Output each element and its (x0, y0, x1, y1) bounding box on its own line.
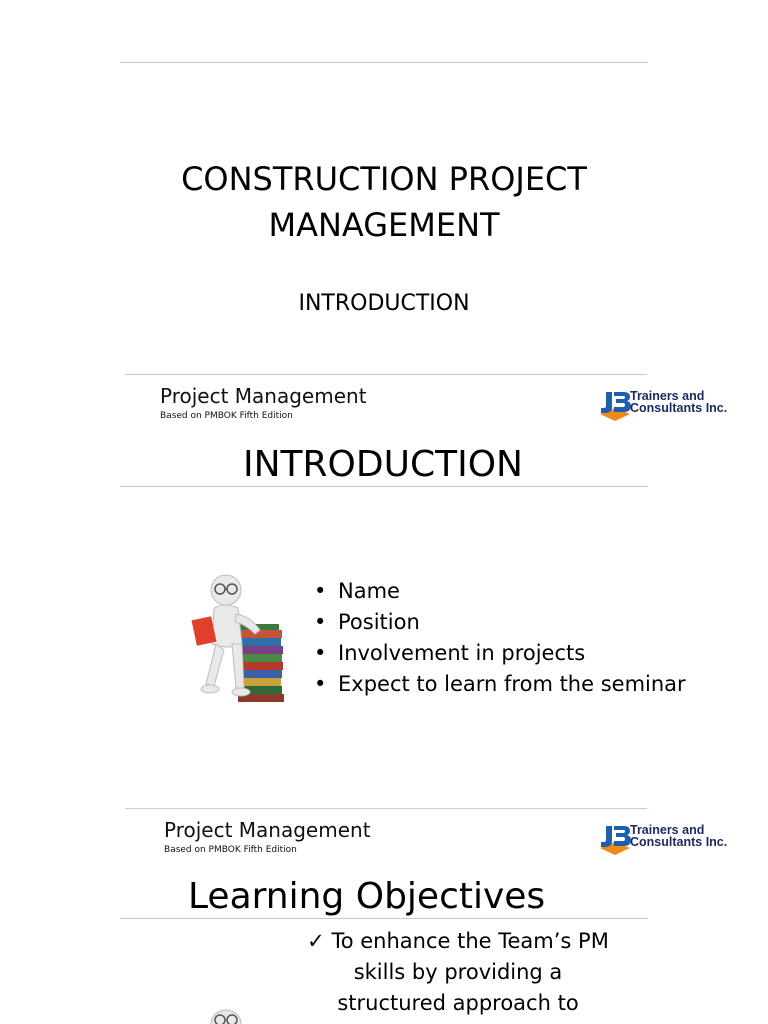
slide2-header-title: Project Management (160, 384, 367, 408)
logo-mark-icon (598, 388, 632, 422)
bullet-dot: • (314, 579, 327, 603)
slide2-header-subtitle: Based on PMBOK Fifth Edition (160, 411, 293, 421)
slide1-top-rule (120, 62, 648, 63)
logo-text (630, 824, 727, 848)
bullet-item (310, 607, 686, 638)
person-with-books-illustration (186, 572, 296, 710)
person-head-partial-illustration (206, 1008, 246, 1024)
logo-text-line2: Consultants Inc. (630, 835, 728, 849)
bullet-text: Position (338, 610, 420, 634)
slide3-company-logo (598, 822, 748, 856)
slide1-title (120, 156, 648, 248)
objective-line: structured approach to (337, 991, 579, 1015)
red-book (192, 616, 217, 646)
slide1-title-line2: MANAGEMENT (268, 206, 500, 244)
logo-mark-icon (598, 822, 632, 856)
logo-text-line2: Consultants Inc. (630, 401, 728, 415)
logo-text-line1: Trainers and (630, 389, 705, 403)
checkmark-icon: ✓ (307, 929, 325, 953)
bullet-dot: • (314, 641, 327, 665)
bullet-item (310, 576, 686, 607)
bullet-text: Involvement in projects (338, 641, 586, 665)
slide3-header-subtitle: Based on PMBOK Fifth Edition (164, 845, 297, 855)
slide2-heading-rule (120, 486, 648, 487)
slide3-heading: Learning Objectives (188, 876, 546, 917)
slide3-objective (298, 926, 618, 1019)
bullet-dot: • (314, 610, 327, 634)
objective-line (298, 926, 618, 957)
slide2-bottom-rule (125, 808, 647, 809)
slide1-bottom-rule (125, 374, 647, 375)
bullet-item (310, 669, 686, 700)
logo-text-line1: Trainers and (630, 823, 705, 837)
slide1-title-line1: CONSTRUCTION PROJECT (181, 160, 587, 198)
slide3-heading-rule (120, 918, 648, 919)
objective-line: skills by providing a (353, 960, 563, 984)
objective-text: To enhance the Team’s PM (331, 929, 609, 953)
bullet-text: Name (338, 579, 400, 603)
bullet-dot: • (314, 672, 327, 696)
bullet-text: Expect to learn from the seminar (338, 672, 686, 696)
slide2-heading: INTRODUCTION (243, 444, 523, 485)
slide3-header-title: Project Management (164, 818, 371, 842)
slide2-bullet-list (310, 576, 686, 700)
bullet-item (310, 638, 686, 669)
logo-text (630, 390, 727, 414)
slide2-company-logo (598, 388, 748, 422)
slide1-subtitle: INTRODUCTION (298, 291, 470, 316)
